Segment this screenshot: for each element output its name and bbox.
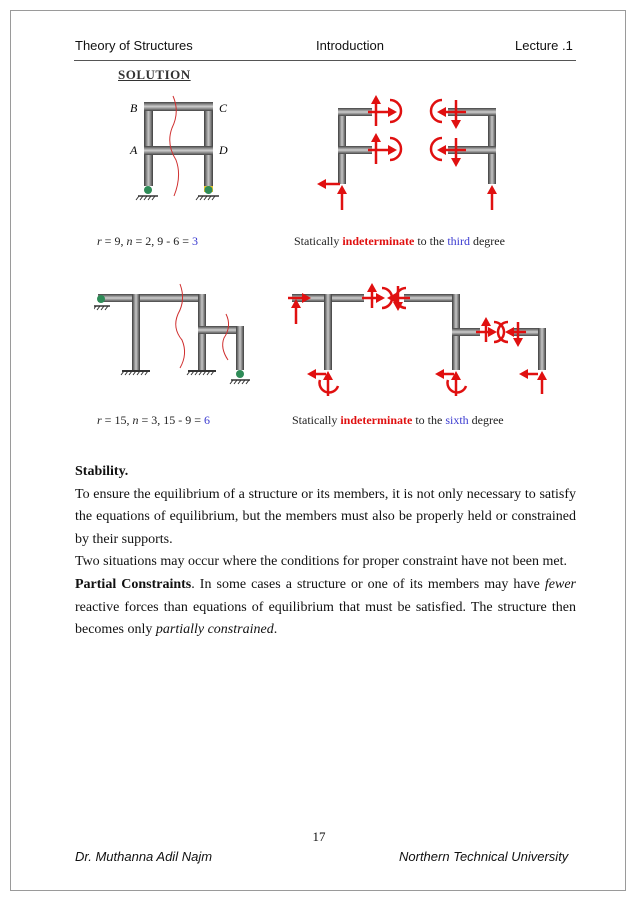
caption-indeterminacy-1: r = 9, n = 2, 9 - 6 = 3 [97,234,198,248]
header-course-title: Theory of Structures [75,38,193,53]
fixed-support-icon [187,371,216,375]
partial-constraints-heading: Partial Constraints [75,576,192,592]
paragraph-equilibrium: To ensure the equilibrium of a structure or its members, it is not only necessary to satisfy the equations of equilibrium, but the members must also be properly held or constrained by their supports. [75,486,576,547]
moment-arrow-icon [320,288,508,392]
pin-support-icon [230,370,250,384]
free-body-diagram-2 [286,282,552,396]
page-number: 17 [312,829,326,844]
caption-degree-1: Statically indeterminate to the third degree [294,234,505,248]
footer-author: Dr. Muthanna Adil Najm [75,849,213,864]
free-body-diagram-1 [310,92,510,210]
paragraph-partial-constraints: Partial Constraints. In some cases a structure or one of its members may have fewer reactive forces than equations of equilibrium that must be satisfied. The structure then becomes only partially constrained. [75,576,577,638]
frame-diagram-2 [94,282,264,388]
stability-heading: Stability. [75,464,129,479]
fixed-support-icon [121,371,150,375]
joint-label-b: B [130,101,138,115]
solution-label: SOLUTION [118,67,191,82]
body-text [75,461,576,642]
pin-support-icon [136,186,158,200]
break-line-icon [223,314,229,360]
joint-label-d: D [219,143,228,157]
frame-diagram-1 [118,92,238,210]
caption-indeterminacy-2: r = 15, n = 3, 15 - 9 = 6 [97,413,210,427]
pin-support-icon [196,186,219,200]
paragraph-situations: Two situations may occur where the conditions for proper constraint have not been met. [75,554,567,570]
caption-degree-2: Statically indeterminate to the sixth degree [292,413,504,427]
joint-label-a: A [130,143,138,157]
header-section: Introduction [316,38,384,53]
header-lecture: Lecture .1 [515,38,573,53]
header-rule [74,60,576,61]
moment-arrow-icon [390,100,442,160]
footer-university: Northern Technical University [399,849,569,864]
joint-label-c: C [219,101,228,115]
